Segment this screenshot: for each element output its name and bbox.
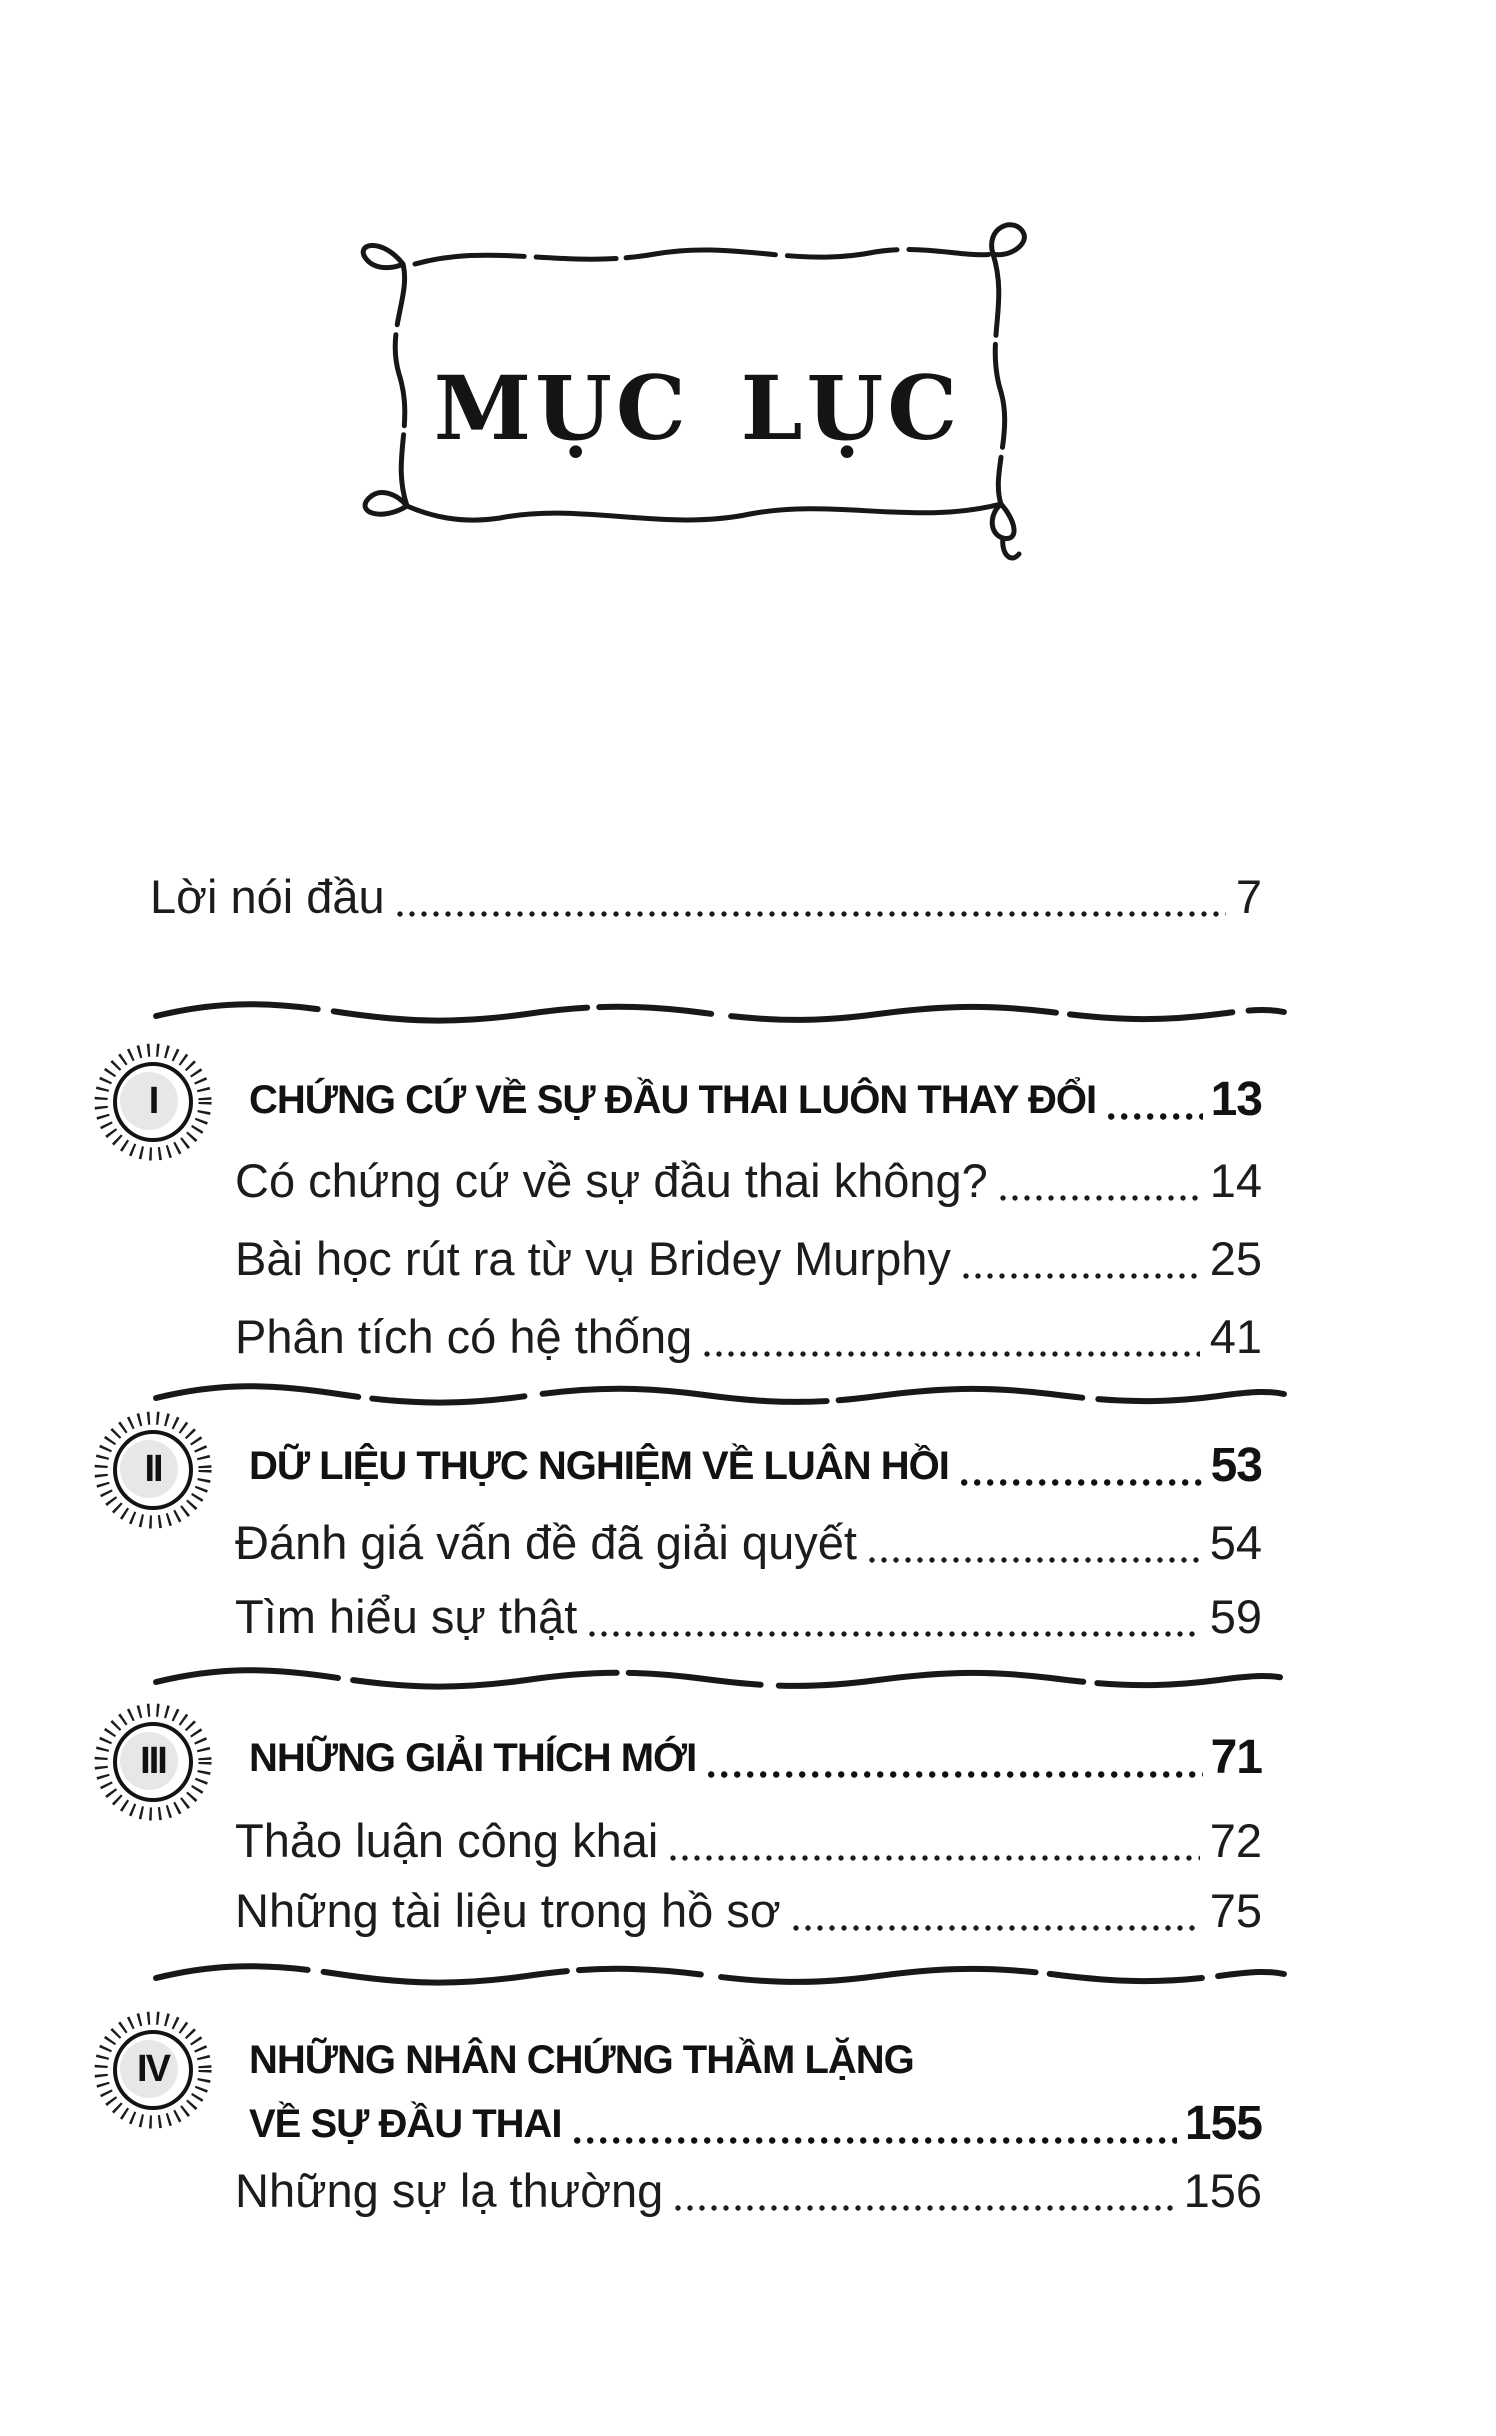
toc-preface-row [150,866,1262,928]
wavy-divider [150,992,1290,1028]
item-page-number: 156 [1183,2164,1262,2217]
section-4-numeral: IV [137,2047,169,2090]
wavy-divider [150,1954,1290,1990]
dot-leader [574,2136,1177,2145]
table-of-contents [137,0,1262,2222]
item-label: Thảo luận công khai [235,1814,659,1867]
item-page-number: 75 [1209,1884,1262,1937]
dot-leader [589,1630,1199,1638]
toc-section-1 [148,1068,1262,1368]
section-2-numeral: II [144,1447,162,1490]
item-page-number: 72 [1209,1814,1262,1867]
item-page-number: 25 [1209,1232,1262,1285]
section-title-line-1: NHỮNG NHÂN CHỨNG THẦM LẶNG [249,2038,914,2082]
section-page-number: 155 [1184,2097,1262,2150]
dot-leader [675,2204,1173,2212]
preface-label: Lời nói đầu [150,870,385,923]
preface-page-number: 7 [1235,870,1262,923]
dot-leader [704,1350,1199,1358]
toc-item-row [235,1150,1262,1212]
dot-leader [708,1770,1202,1779]
item-label: Những sự lạ thường [235,2164,664,2217]
section-title-line-2: VỀ SỰ ĐẦU THAI [249,2102,562,2146]
toc-item-row [235,1810,1262,1872]
toc-item-row [235,1306,1262,1368]
dot-leader [961,1478,1203,1487]
section-3-numeral: III [140,1739,166,1782]
wavy-divider [150,1374,1290,1410]
section-page-number: 71 [1210,1731,1262,1784]
dot-leader [869,1556,1200,1564]
section-4-title-row [249,2092,1262,2156]
section-page-number: 53 [1210,1439,1262,1492]
dot-leader [1000,1194,1200,1202]
toc-item-row [235,1512,1262,1574]
dot-leader [963,1272,1200,1280]
toc-item-row [235,1586,1262,1648]
section-3-title-row [235,1726,1262,1790]
item-page-number: 41 [1209,1310,1262,1363]
item-page-number: 59 [1209,1590,1262,1643]
dot-leader [397,910,1226,918]
item-label: Tìm hiểu sự thật [235,1590,578,1643]
dot-leader [670,1854,1199,1862]
section-3-sunburst-icon [89,1698,217,1826]
section-title: NHỮNG GIẢI THÍCH MỚI [249,1736,697,1780]
item-label: Đánh giá vấn đề đã giải quyết [235,1516,857,1569]
wavy-divider [150,1658,1290,1694]
toc-section-4 [137,2028,1262,2222]
section-1-sunburst-icon [89,1038,217,1166]
section-title: CHỨNG CỨ VỀ SỰ ĐẦU THAI LUÔN THAY ĐỔI [249,1078,1097,1122]
toc-section-2 [144,1434,1262,1648]
section-1-numeral: I [148,1079,158,1122]
section-4-sunburst-icon [89,2006,217,2134]
page-title: MỤC LỤC [433,356,962,460]
section-1-title-row [235,1068,1262,1132]
section-2-sunburst-icon [89,1406,217,1534]
dot-leader [793,1924,1200,1932]
item-label: Bài học rút ra từ vụ Bridey Murphy [235,1232,951,1285]
item-label: Có chứng cứ về sự đầu thai không? [235,1154,988,1207]
toc-item-row [235,2160,1262,2222]
section-title: DỮ LIỆU THỰC NGHIỆM VỀ LUÂN HỒI [249,1444,949,1488]
item-page-number: 14 [1209,1154,1262,1207]
toc-item-row [235,1228,1262,1290]
section-4-title-block [235,2028,1262,2156]
section-page-number: 13 [1210,1073,1262,1126]
dot-leader [1108,1112,1203,1121]
toc-item-row [235,1880,1262,1942]
item-page-number: 54 [1209,1516,1262,1569]
toc-section-3 [140,1726,1262,1942]
section-2-title-row [235,1434,1262,1498]
item-label: Những tài liệu trong hồ sơ [235,1884,781,1937]
item-label: Phân tích có hệ thống [235,1310,693,1363]
